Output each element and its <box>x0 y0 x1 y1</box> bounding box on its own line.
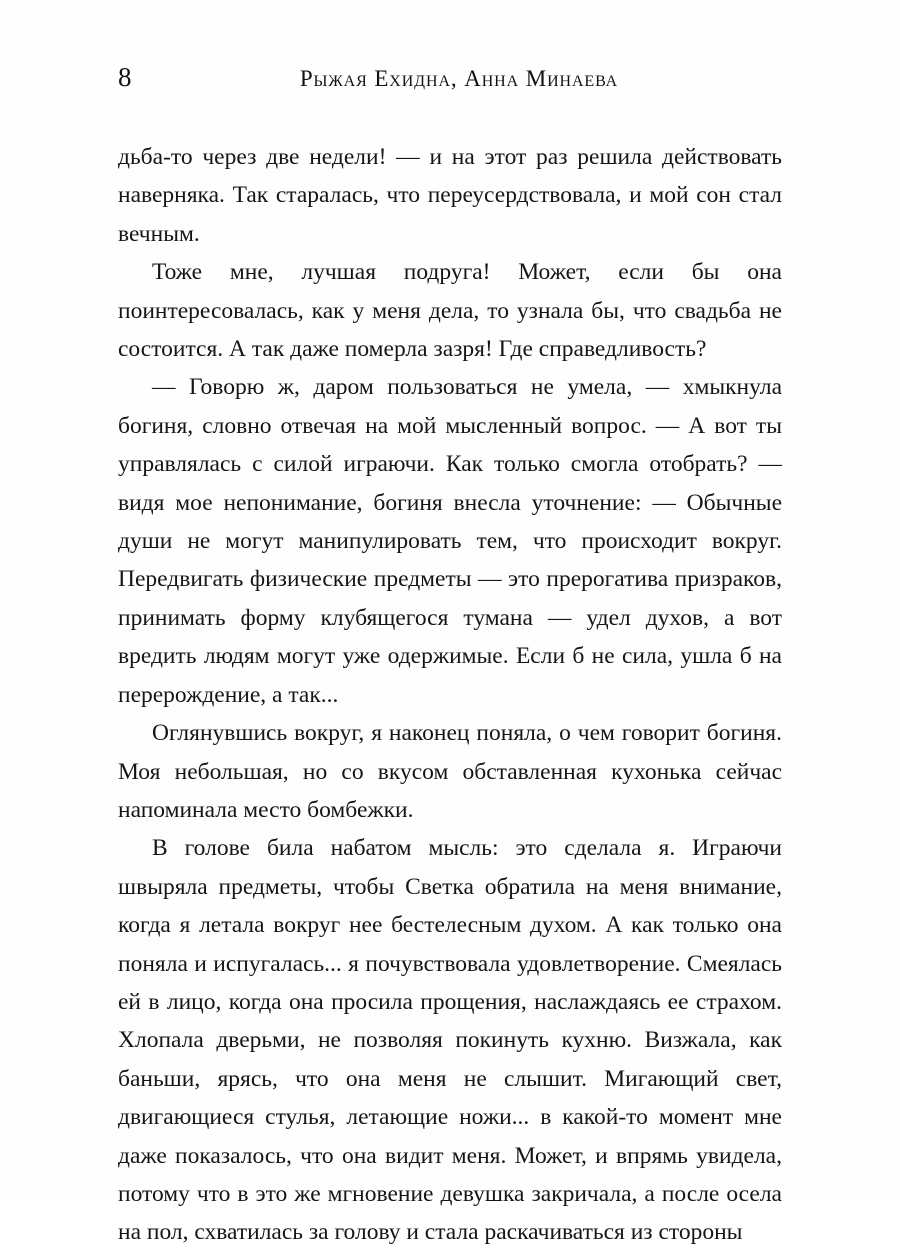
running-head <box>118 62 782 108</box>
page-number: 8 <box>118 62 132 92</box>
paragraph: Тоже мне, лучшая подруга! Может, если бы она поинтересовалась, как у меня дела, то узнала бы, что свадьба не состоится. А так даже померла зазря! Где справедливость? <box>118 259 782 363</box>
paragraph: — Говорю ж, даром пользоваться не умела, — хмыкнула богиня, словно отвечая на мой мысленный вопрос. — А вот ты управлялась с силой играючи. Как только смогла отобрать? — видя мое непонимание, богиня внесла уточнение: — Обычные души не могут манипулировать тем, что происходит вокруг. Передвигать физические предметы — это прерогатива призраков, принимать форму клубящегося тумана — удел духов, а вот вредить людям могут уже одержимые. Если б не сила, ушла б на перерождение, а так... <box>118 374 782 708</box>
paragraph: дьба-то через две недели! — и на этот раз решила действовать наверняка. Так старалась, что переусердствовала, и мой сон стал вечным. <box>118 144 782 247</box>
body-text <box>118 138 782 1252</box>
running-title: Рыжая Ехидна, Анна Минаева <box>299 66 619 91</box>
paragraph: В голове била набатом мысль: это сделала я. Играючи швыряла предметы, чтобы Светка обратила на меня внимание, когда я летала вокруг нее бестелесным духом. А как только она поняла и испугалась... я почувствовала удовлетворение. Смеялась ей в лицо, когда она просила прощения, наслаждаясь ее страхом. Хлопала дверьми, не позволяя покинуть кухню. Визжала, как баньши, ярясь, что она меня не слышит. Мигающий свет, двигающиеся стулья, летающие ножи... в какой-то момент мне даже показалось, что она видит меня. Может, и впрямь увидела, потому что в это же мгновение девушка закричала, а после осела на пол, схватилась за голову и стала раскачиваться из стороны <box>118 835 782 1246</box>
paragraph: Оглянувшись вокруг, я наконец поняла, о чем говорит богиня. Моя небольшая, но со вкусом обставленная кухонька сейчас напоминала место бомбежки. <box>118 720 782 823</box>
